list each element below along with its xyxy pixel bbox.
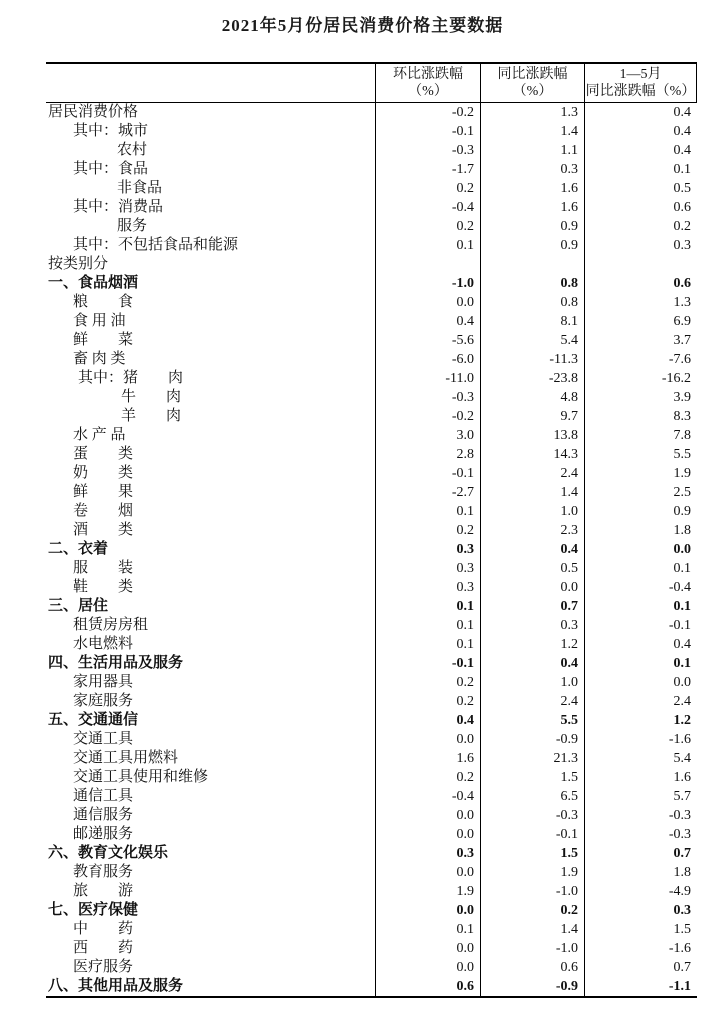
table-row bbox=[46, 122, 697, 141]
row-label: 服 装 bbox=[46, 559, 376, 578]
table-row bbox=[46, 673, 697, 692]
yoy-value: -0.3 bbox=[481, 806, 585, 825]
row-label: 三、居住 bbox=[46, 597, 376, 616]
table-row bbox=[46, 483, 697, 502]
yoy-value: 5.5 bbox=[481, 711, 585, 730]
yoy-value: 1.6 bbox=[481, 198, 585, 217]
table-row bbox=[46, 350, 697, 369]
yoy-value: 8.1 bbox=[481, 312, 585, 331]
yoy-value: 0.0 bbox=[481, 578, 585, 597]
ytd-value: 0.2 bbox=[673, 219, 691, 234]
mom-value: -0.2 bbox=[376, 103, 481, 122]
yoy-value: 1.0 bbox=[481, 673, 585, 692]
yoy-value: -0.1 bbox=[481, 825, 585, 844]
ytd-value: 1.8 bbox=[673, 523, 691, 538]
yoy-value: 1.2 bbox=[481, 635, 585, 654]
yoy-value: 1.5 bbox=[481, 844, 585, 863]
yoy-value: 2.3 bbox=[481, 521, 585, 540]
ytd-value: -16.2 bbox=[661, 371, 691, 386]
mom-value: 0.2 bbox=[376, 521, 481, 540]
table-row bbox=[46, 540, 697, 559]
ytd-value: 0.4 bbox=[673, 143, 691, 158]
row-label: 一、食品烟酒 bbox=[46, 274, 376, 293]
mom-value: 2.8 bbox=[376, 445, 481, 464]
mom-value: 0.0 bbox=[376, 806, 481, 825]
row-label: 旅 游 bbox=[46, 882, 376, 901]
row-label: 按类别分 bbox=[46, 255, 376, 274]
row-label: 六、教育文化娱乐 bbox=[46, 844, 376, 863]
mom-value: 0.3 bbox=[376, 559, 481, 578]
ytd-value: 0.3 bbox=[673, 903, 691, 918]
yoy-value: -0.9 bbox=[481, 977, 585, 996]
mom-value: -0.4 bbox=[376, 198, 481, 217]
mom-value: -2.7 bbox=[376, 483, 481, 502]
yoy-value: 0.3 bbox=[481, 616, 585, 635]
ytd-value bbox=[585, 255, 697, 274]
ytd-value: 0.5 bbox=[673, 181, 691, 196]
row-label: 交通工具使用和维修 bbox=[46, 768, 376, 787]
table-row bbox=[46, 198, 697, 217]
ytd-value: -1.6 bbox=[668, 941, 691, 956]
row-label: 医疗服务 bbox=[46, 958, 376, 977]
ytd-value: 1.2 bbox=[673, 713, 691, 728]
row-label: 鲜 菜 bbox=[46, 331, 376, 350]
ytd-value: -1.6 bbox=[668, 732, 691, 747]
row-label: 中 药 bbox=[46, 920, 376, 939]
ytd-value: -7.6 bbox=[668, 352, 691, 367]
row-label: 四、生活用品及服务 bbox=[46, 654, 376, 673]
header-ytd-cell bbox=[585, 64, 697, 102]
yoy-value: 1.4 bbox=[481, 920, 585, 939]
mom-value: 0.3 bbox=[376, 844, 481, 863]
row-label: 畜 肉 类 bbox=[46, 350, 376, 369]
row-label: 鲜 果 bbox=[46, 483, 376, 502]
mom-value: -5.6 bbox=[376, 331, 481, 350]
yoy-value: 1.5 bbox=[481, 768, 585, 787]
table-row bbox=[46, 160, 697, 179]
header-yoy-line1: 同比涨跌幅 bbox=[497, 67, 568, 82]
row-label: 其中：不包括食品和能源 bbox=[46, 236, 376, 255]
row-label: 五、交通通信 bbox=[46, 711, 376, 730]
row-label: 教育服务 bbox=[46, 863, 376, 882]
yoy-value bbox=[481, 255, 585, 274]
ytd-value: 0.9 bbox=[673, 504, 691, 519]
row-label: 家用器具 bbox=[46, 673, 376, 692]
row-label: 西 药 bbox=[46, 939, 376, 958]
row-label: 租赁房房租 bbox=[46, 616, 376, 635]
mom-value: 3.0 bbox=[376, 426, 481, 445]
row-label: 交通工具 bbox=[46, 730, 376, 749]
mom-value: -11.0 bbox=[376, 369, 481, 388]
table-row bbox=[46, 730, 697, 749]
yoy-value: -1.0 bbox=[481, 939, 585, 958]
row-label: 羊 肉 bbox=[46, 407, 376, 426]
yoy-value: 0.9 bbox=[481, 217, 585, 236]
ytd-value: 1.8 bbox=[673, 865, 691, 880]
yoy-value: 2.4 bbox=[481, 464, 585, 483]
yoy-value: 0.6 bbox=[481, 958, 585, 977]
table-row bbox=[46, 920, 697, 939]
ytd-value: 0.6 bbox=[673, 276, 691, 291]
ytd-value: 0.6 bbox=[673, 200, 691, 215]
yoy-value: -23.8 bbox=[481, 369, 585, 388]
table-row bbox=[46, 217, 697, 236]
table-row bbox=[46, 312, 697, 331]
row-label: 农村 bbox=[46, 141, 376, 160]
table-row bbox=[46, 939, 697, 958]
table-row bbox=[46, 293, 697, 312]
table-row bbox=[46, 901, 697, 920]
ytd-value: 1.3 bbox=[673, 295, 691, 310]
row-label: 二、衣着 bbox=[46, 540, 376, 559]
table-row bbox=[46, 692, 697, 711]
table-row bbox=[46, 236, 697, 255]
yoy-value: 5.4 bbox=[481, 331, 585, 350]
yoy-value: 9.7 bbox=[481, 407, 585, 426]
mom-value: -0.1 bbox=[376, 122, 481, 141]
yoy-value: 0.8 bbox=[481, 293, 585, 312]
mom-value: 0.0 bbox=[376, 958, 481, 977]
row-label: 其中：城市 bbox=[46, 122, 376, 141]
ytd-value: 1.9 bbox=[673, 466, 691, 481]
yoy-value: 0.7 bbox=[481, 597, 585, 616]
yoy-value: -1.0 bbox=[481, 882, 585, 901]
mom-value: 0.2 bbox=[376, 217, 481, 236]
mom-value: 0.0 bbox=[376, 825, 481, 844]
table-body bbox=[46, 103, 697, 996]
table-row bbox=[46, 388, 697, 407]
ytd-value: 0.1 bbox=[673, 656, 691, 671]
header-category-cell bbox=[46, 64, 376, 102]
table-row bbox=[46, 445, 697, 464]
row-label: 家庭服务 bbox=[46, 692, 376, 711]
cpi-table bbox=[46, 62, 697, 998]
table-row bbox=[46, 863, 697, 882]
row-label: 鞋 类 bbox=[46, 578, 376, 597]
header-mom-line2: （%） bbox=[408, 84, 448, 99]
yoy-value: 1.6 bbox=[481, 179, 585, 198]
row-label: 粮 食 bbox=[46, 293, 376, 312]
row-label: 食 用 油 bbox=[46, 312, 376, 331]
mom-value: -0.3 bbox=[376, 141, 481, 160]
table-row bbox=[46, 654, 697, 673]
table-row bbox=[46, 806, 697, 825]
ytd-value: 0.7 bbox=[673, 960, 691, 975]
table-row bbox=[46, 103, 697, 122]
mom-value: 0.4 bbox=[376, 312, 481, 331]
mom-value: 0.2 bbox=[376, 768, 481, 787]
yoy-value: 2.4 bbox=[481, 692, 585, 711]
mom-value: 0.4 bbox=[376, 711, 481, 730]
mom-value: 0.1 bbox=[376, 920, 481, 939]
table-row bbox=[46, 787, 697, 806]
yoy-value: 6.5 bbox=[481, 787, 585, 806]
ytd-value: -0.4 bbox=[668, 580, 691, 595]
table-row bbox=[46, 559, 697, 578]
ytd-value: 2.5 bbox=[673, 485, 691, 500]
mom-value: -1.0 bbox=[376, 274, 481, 293]
mom-value: 0.0 bbox=[376, 730, 481, 749]
table-row bbox=[46, 616, 697, 635]
yoy-value: 13.8 bbox=[481, 426, 585, 445]
yoy-value: 0.2 bbox=[481, 901, 585, 920]
yoy-value: 1.3 bbox=[481, 103, 585, 122]
row-label: 居民消费价格 bbox=[46, 103, 376, 122]
table-row bbox=[46, 255, 697, 274]
mom-value: 0.2 bbox=[376, 179, 481, 198]
table-row bbox=[46, 882, 697, 901]
mom-value: 0.1 bbox=[376, 635, 481, 654]
table-row bbox=[46, 274, 697, 293]
table-row bbox=[46, 502, 697, 521]
mom-value: -1.7 bbox=[376, 160, 481, 179]
row-label: 非食品 bbox=[46, 179, 376, 198]
table-row bbox=[46, 179, 697, 198]
ytd-value: -1.1 bbox=[668, 979, 691, 994]
row-label: 卷 烟 bbox=[46, 502, 376, 521]
page-title: 2021年5月份居民消费价格主要数据 bbox=[221, 16, 504, 35]
mom-value: -0.4 bbox=[376, 787, 481, 806]
ytd-value: 0.1 bbox=[673, 599, 691, 614]
yoy-value: 4.8 bbox=[481, 388, 585, 407]
header-mom-cell bbox=[376, 64, 481, 102]
ytd-value: 5.5 bbox=[673, 447, 691, 462]
header-ytd-line1: 1—5月 bbox=[619, 67, 662, 82]
ytd-value: 0.1 bbox=[673, 162, 691, 177]
row-label: 通信工具 bbox=[46, 787, 376, 806]
table-row bbox=[46, 635, 697, 654]
table-row bbox=[46, 464, 697, 483]
ytd-value: -4.9 bbox=[668, 884, 691, 899]
mom-value: 0.6 bbox=[376, 977, 481, 996]
mom-value: -0.2 bbox=[376, 407, 481, 426]
mom-value: 1.6 bbox=[376, 749, 481, 768]
mom-value: 0.0 bbox=[376, 901, 481, 920]
yoy-value: 21.3 bbox=[481, 749, 585, 768]
table-row bbox=[46, 407, 697, 426]
table-row bbox=[46, 331, 697, 350]
yoy-value: 0.4 bbox=[481, 540, 585, 559]
ytd-value: 6.9 bbox=[673, 314, 691, 329]
ytd-value: 5.7 bbox=[673, 789, 691, 804]
yoy-value: 0.9 bbox=[481, 236, 585, 255]
yoy-value: 0.5 bbox=[481, 559, 585, 578]
ytd-value: -0.3 bbox=[668, 827, 691, 842]
mom-value: -6.0 bbox=[376, 350, 481, 369]
table-header-row bbox=[46, 64, 697, 103]
ytd-value: -0.1 bbox=[668, 618, 691, 633]
mom-value: 0.0 bbox=[376, 863, 481, 882]
ytd-value: 7.8 bbox=[673, 428, 691, 443]
ytd-value: 8.3 bbox=[673, 409, 691, 424]
table-row bbox=[46, 749, 697, 768]
yoy-value: 14.3 bbox=[481, 445, 585, 464]
ytd-value: 0.0 bbox=[673, 675, 691, 690]
ytd-value: 5.4 bbox=[673, 751, 691, 766]
mom-value bbox=[376, 255, 481, 274]
ytd-value: 0.4 bbox=[673, 124, 691, 139]
mom-value: -0.1 bbox=[376, 654, 481, 673]
yoy-value: -0.9 bbox=[481, 730, 585, 749]
header-mom-line1: 环比涨跌幅 bbox=[393, 67, 463, 82]
ytd-value: 2.4 bbox=[673, 694, 691, 709]
mom-value: 0.1 bbox=[376, 236, 481, 255]
yoy-value: 0.4 bbox=[481, 654, 585, 673]
mom-value: 0.3 bbox=[376, 578, 481, 597]
header-yoy-line2: （%） bbox=[512, 84, 553, 99]
table-row bbox=[46, 597, 697, 616]
ytd-value: 1.5 bbox=[673, 922, 691, 937]
ytd-value: 0.0 bbox=[673, 542, 691, 557]
row-label: 交通工具用燃料 bbox=[46, 749, 376, 768]
row-label: 邮递服务 bbox=[46, 825, 376, 844]
row-label: 水电燃料 bbox=[46, 635, 376, 654]
yoy-value: 1.9 bbox=[481, 863, 585, 882]
row-label: 服务 bbox=[46, 217, 376, 236]
table-row bbox=[46, 768, 697, 787]
mom-value: -0.3 bbox=[376, 388, 481, 407]
mom-value: -0.1 bbox=[376, 464, 481, 483]
ytd-value: 0.4 bbox=[673, 105, 691, 120]
yoy-value: 0.3 bbox=[481, 160, 585, 179]
table-row bbox=[46, 369, 697, 388]
mom-value: 0.2 bbox=[376, 692, 481, 711]
ytd-value: -0.3 bbox=[668, 808, 691, 823]
header-yoy-cell bbox=[481, 64, 585, 102]
yoy-value: 1.1 bbox=[481, 141, 585, 160]
mom-value: 0.1 bbox=[376, 502, 481, 521]
yoy-value: 1.0 bbox=[481, 502, 585, 521]
table-row bbox=[46, 711, 697, 730]
row-label: 其中：猪 肉 bbox=[46, 369, 376, 388]
row-label: 水 产 品 bbox=[46, 426, 376, 445]
row-label: 其中：食品 bbox=[46, 160, 376, 179]
ytd-value: 3.9 bbox=[673, 390, 691, 405]
yoy-value: 1.4 bbox=[481, 122, 585, 141]
header-ytd-line2: 同比涨跌幅（%） bbox=[585, 84, 696, 99]
mom-value: 0.0 bbox=[376, 939, 481, 958]
ytd-value: 0.7 bbox=[673, 846, 691, 861]
table-row bbox=[46, 825, 697, 844]
row-label: 牛 肉 bbox=[46, 388, 376, 407]
row-label: 奶 类 bbox=[46, 464, 376, 483]
table-row bbox=[46, 426, 697, 445]
table-row bbox=[46, 578, 697, 597]
ytd-value: 0.3 bbox=[673, 238, 691, 253]
table-row bbox=[46, 844, 697, 863]
mom-value: 0.1 bbox=[376, 616, 481, 635]
ytd-value: 3.7 bbox=[673, 333, 691, 348]
yoy-value: -11.3 bbox=[481, 350, 585, 369]
yoy-value: 1.4 bbox=[481, 483, 585, 502]
row-label: 蛋 类 bbox=[46, 445, 376, 464]
ytd-value: 0.1 bbox=[673, 561, 691, 576]
mom-value: 1.9 bbox=[376, 882, 481, 901]
row-label: 其中：消费品 bbox=[46, 198, 376, 217]
mom-value: 0.3 bbox=[376, 540, 481, 559]
table-row bbox=[46, 977, 697, 996]
row-label: 通信服务 bbox=[46, 806, 376, 825]
ytd-value: 0.4 bbox=[673, 637, 691, 652]
mom-value: 0.1 bbox=[376, 597, 481, 616]
table-row bbox=[46, 521, 697, 540]
mom-value: 0.0 bbox=[376, 293, 481, 312]
mom-value: 0.2 bbox=[376, 673, 481, 692]
ytd-value: 1.6 bbox=[673, 770, 691, 785]
yoy-value: 0.8 bbox=[481, 274, 585, 293]
table-row bbox=[46, 141, 697, 160]
row-label: 酒 类 bbox=[46, 521, 376, 540]
row-label: 七、医疗保健 bbox=[46, 901, 376, 920]
table-row bbox=[46, 958, 697, 977]
row-label: 八、其他用品及服务 bbox=[46, 977, 376, 996]
